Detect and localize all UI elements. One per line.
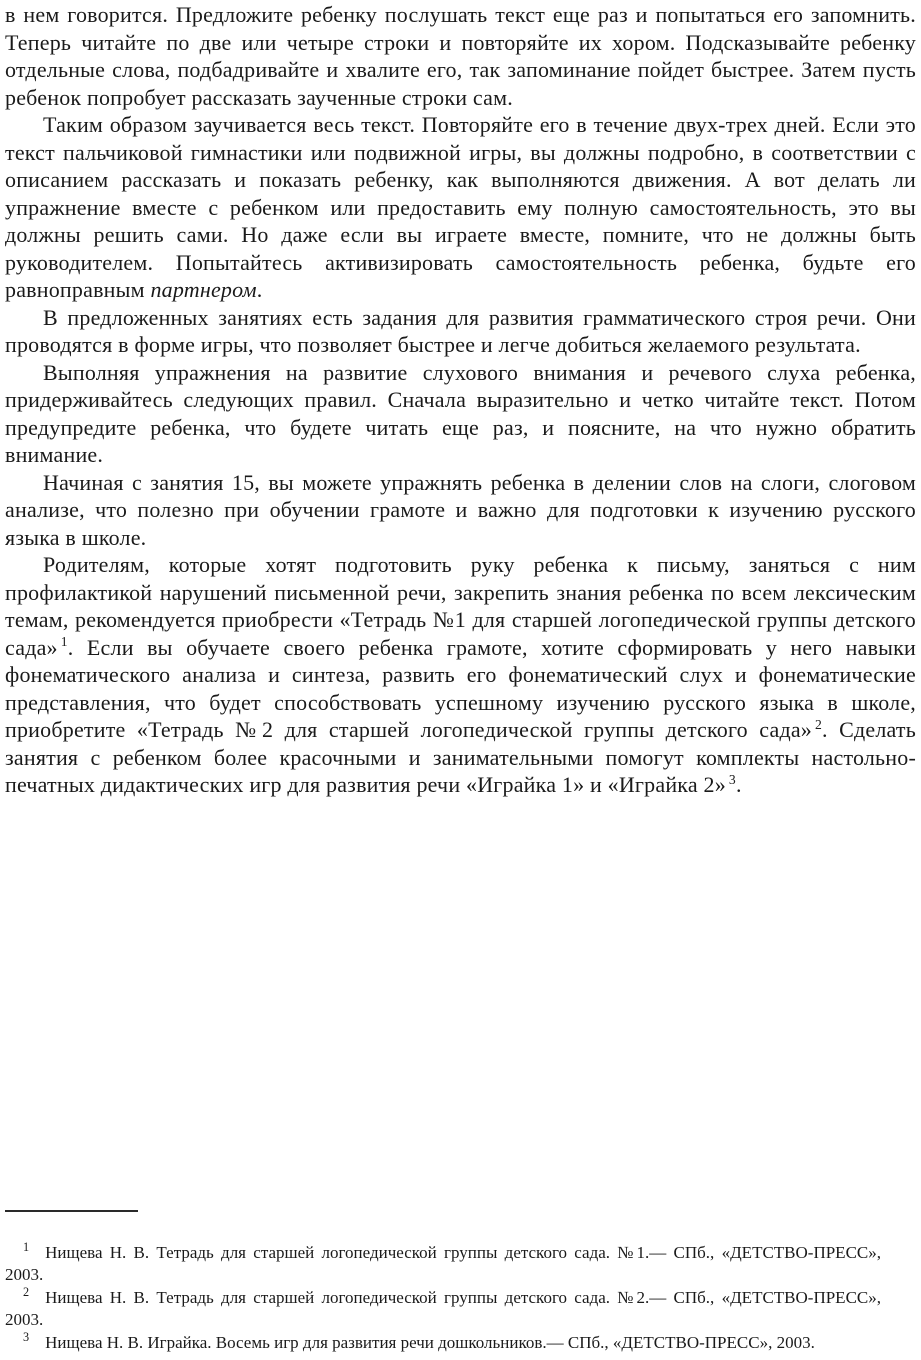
paragraph-text: . (735, 772, 742, 797)
paragraph-text: В предложенных занятиях есть задания для развития грамматического строя речи. Они проводятся в форме игры, что позволяет быстрее и легче добиться желаемого результата. (5, 304, 916, 357)
footnote-reference: 3 (728, 771, 736, 787)
paragraph (5, 111, 916, 304)
paragraph-text: . Если вы обучаете своего ребенка грамоте, хотите сформировать у него навыки фонематического анализа и синтеза, развить его фонематический слух и фонематические представления, что будет способствовать успешному изучению русского языка в школе, приобретите «Тетрадь №2 для старшей логопедической группы детского сада» (5, 634, 916, 742)
footnote-reference: 2 (815, 716, 823, 732)
footnote-text: Нищева Н. В. Тетрадь для старшей логопедической группы детского сада. №1.— СПб., «ДЕТСТВО-ПРЕСС», 2003. (5, 1242, 881, 1284)
paragraph-text: Родителям, которые хотят подготовить руку ребенка к письму, заняться с ним профилактикой нарушений письменной речи, закрепить знания ребенка по всем лексическим темам, рекомендуется приобрести «Тетрадь №1 для старшей логопедической группы детского сада» (5, 552, 916, 660)
footnote-reference: 1 (60, 634, 68, 650)
paragraph-text: . Сделать занятия с ребенком более красочными и занимательными помогут комплекты настольно-печатных дидактических игр для развития речи «Играйка 1» и «Играйка 2» (5, 717, 916, 797)
blank-space (5, 799, 916, 1210)
footnote (5, 1284, 881, 1332)
footnote (5, 1239, 881, 1287)
paragraph (5, 551, 916, 799)
footnote (5, 1329, 881, 1355)
italic-text: партнером (150, 277, 257, 302)
footnote-number: 3 (23, 1329, 30, 1344)
paragraph-text: в нем говорится. Предложите ребенку послушать текст еще раз и попытаться его запомнить. Теперь читайте по две или четыре строки и повторяйте их хором. Подсказывайте ребенку отдельные слова, подбадривайте и хвалите его, так запоминание пойдет быстрее. Затем пусть ребенок попробует рассказать заученные строки сам. (5, 2, 916, 110)
footnote-number: 2 (23, 1284, 30, 1299)
paragraph-text: Таким образом заучивается весь текст. Повторяйте его в течение двух-трех дней. Если это текст пальчиковой гимнастики или подвижной игры, вы должны подробно, в соответствии с описанием рассказать и показать ребенку, как выполняются движения. А вот делать ли упражнение вместе с ребенком или предоставить ему полную самостоятельность, это вы должны решить сами. Но даже если вы играете вместе, помните, что не должны быть руководителем. Попытайтесь активизировать самостоятельность ребенка, будьте его равноправным (5, 112, 916, 302)
footnote-text: Нищева Н. В. Играйка. Восемь игр для развития речи дошкольников.— СПб., «ДЕТСТВО-ПРЕСС», 2003. (45, 1332, 815, 1352)
paragraph-text: Выполняя упражнения на развитие слухового внимания и речевого слуха ребенка, придерживайтесь следующих правил. Сначала выразительно и четко читайте текст. Потом предупредите ребенка, что будете читать еще раз, и поясните, на что нужно обратить внимание. (5, 359, 916, 467)
paragraph (5, 359, 916, 469)
text-body (5, 1, 916, 799)
footnote-text: Нищева Н. В. Тетрадь для старшей логопедической группы детского сада. №2.— СПб., «ДЕТСТВО-ПРЕСС», 2003. (5, 1287, 881, 1329)
footnote-number: 1 (23, 1239, 30, 1254)
paragraph (5, 304, 916, 359)
paragraph (5, 1, 916, 111)
paragraph (5, 469, 916, 552)
paragraph-text: Начиная с занятия 15, вы можете упражнять ребенка в делении слов на слоги, слоговом анализе, что полезно при обучении грамоте и важно для подготовки к изучению русского языка в школе. (5, 469, 916, 550)
footnotes (5, 1239, 881, 1355)
footnote-separator-rule (5, 1210, 138, 1212)
paragraph-text: . (256, 277, 263, 302)
